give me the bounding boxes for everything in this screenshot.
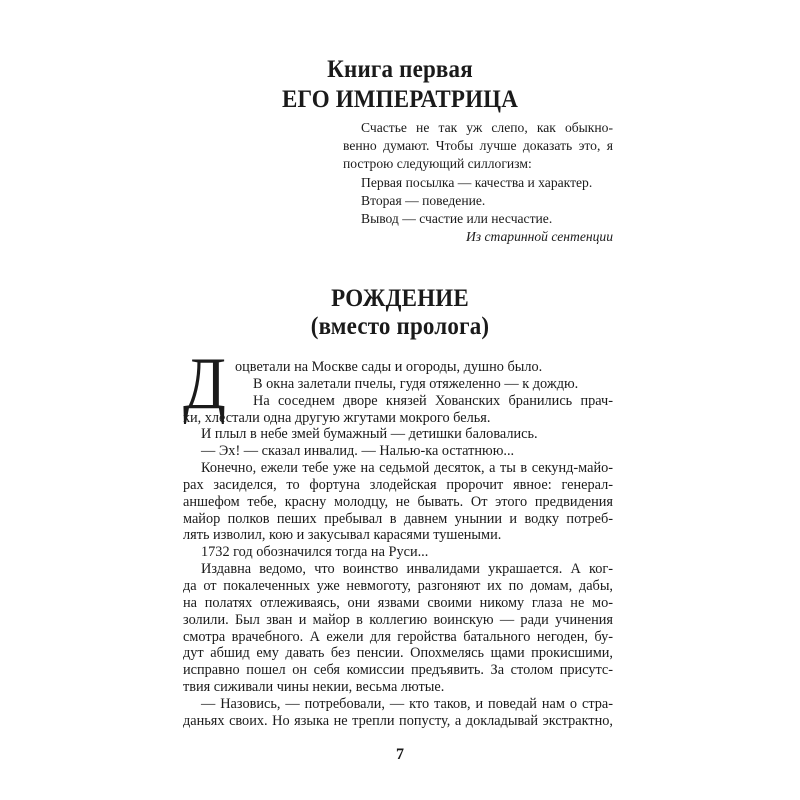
epigraph bbox=[343, 119, 613, 246]
chapter-subtitle: (вместо пролога) bbox=[310, 313, 490, 340]
epigraph-line: Счастье не так уж слепо, как обыкно- bbox=[361, 120, 613, 135]
body-line: 1732 год обозначился тогда на Руси... bbox=[201, 544, 429, 561]
body-line: ки, хлестали одна другую жгутами мокрого белья. bbox=[183, 409, 491, 426]
body-line: И плыл в небе змей бумажный — детишки баловались. bbox=[201, 426, 538, 443]
body-line: дут абшид ему давать без пенсии. Опохмелясь щами прокисшими, bbox=[183, 645, 613, 662]
body-line: — Эх! — сказал инвалид. — Налью-ка остатнюю... bbox=[201, 443, 515, 460]
body-line: на полатях отлеживаясь, они язвами своими никому глаза не мо- bbox=[183, 594, 613, 611]
body-line: Издавна ведомо, что воинство инвалидами украшается. А ког- bbox=[201, 561, 613, 578]
epigraph-line: венно думают. Чтобы лучше доказать это, я bbox=[343, 138, 613, 154]
body-line: твия сиживали чины некии, весьма лютые. bbox=[183, 679, 445, 696]
body-line: В окна залетали пчелы, гудя отяжеленно — к дождю. bbox=[253, 375, 579, 392]
body-line: Конечно, ежели тебе уже на седьмой десяток, а ты в секунд-майо- bbox=[201, 460, 613, 477]
epigraph-line: Вывод — счастие или несчастие. bbox=[361, 210, 553, 226]
body-line: оцветали на Москве сады и огороды, душно было. bbox=[235, 359, 543, 375]
body-line: да от покалеченных уже невмоготу, разгоняют их по домам, дабы, bbox=[183, 577, 613, 594]
page-number: 7 bbox=[396, 746, 404, 763]
body-line: аншефом тебе, красну молодцу, не бывать. От этого предвидения bbox=[183, 493, 613, 510]
body-line: На соседнем дворе князей Хованских бранились прач- bbox=[253, 392, 613, 409]
book-title-line2: ЕГО ИМПЕРАТРИЦА bbox=[281, 86, 519, 113]
body-line: рах засиделся, то фортуна злодейская пророчит явное: генерал- bbox=[183, 476, 613, 493]
body-line: смотра врачебного. А ежели для геройства батального негоден, бу- bbox=[183, 628, 613, 645]
body-line: майор полков пеших пребывал в давнем унынии и водку потреб- bbox=[183, 510, 613, 527]
drop-cap: Д bbox=[183, 343, 226, 425]
body-line: лять изволил, кою и закусывал карасями тушеными. bbox=[183, 527, 502, 544]
body-text bbox=[183, 359, 613, 730]
book-title-line1: Книга первая bbox=[327, 56, 473, 83]
body-line: даньях своих. Но языка не трепли попусту, а докладывай экстрактно, bbox=[183, 712, 613, 729]
epigraph-line: Первая посылка — качества и характер. bbox=[361, 174, 593, 190]
body-line: золили. Был зван и майор в коллегию воинскую — ради учинения bbox=[183, 611, 613, 628]
epigraph-line: построю следующий силлогизм: bbox=[343, 156, 532, 172]
body-line: — Назовись, — потребовали, — кто таков, и поведай нам о стра- bbox=[201, 695, 613, 712]
body-line: исправно пошел он себя комиссии предъявить. За столом присутс- bbox=[183, 662, 613, 679]
epigraph-source: Из старинной сентенции bbox=[465, 229, 613, 245]
epigraph-line: Вторая — поведение. bbox=[361, 192, 486, 208]
chapter-title: РОЖДЕНИЕ bbox=[331, 285, 469, 312]
